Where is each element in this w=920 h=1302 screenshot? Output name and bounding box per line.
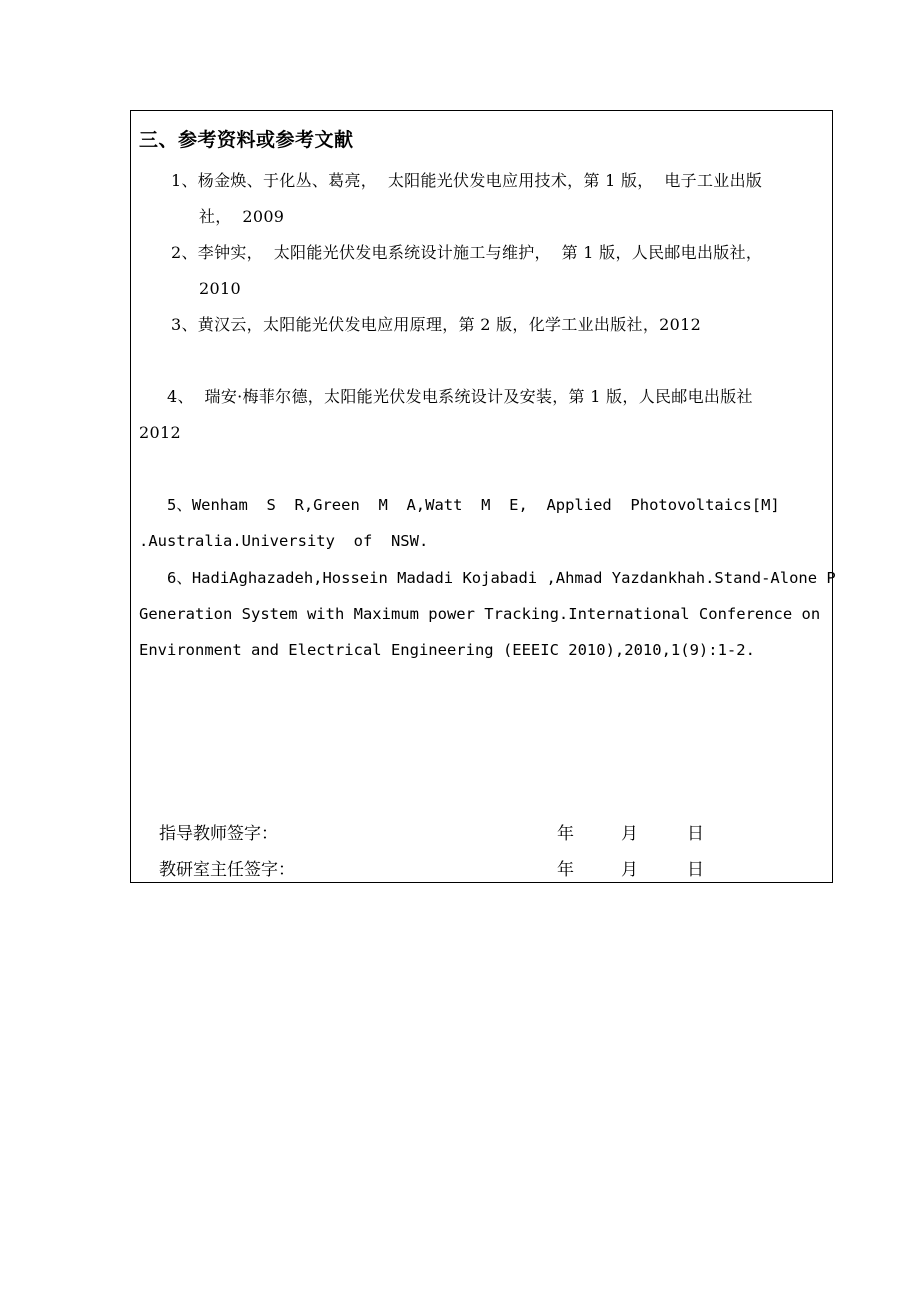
advisor-month-label: 月 <box>621 824 638 844</box>
reference-5-line-2: .Australia.University of NSW. <box>139 532 429 550</box>
reference-6-line-2: Generation System with Maximum power Tracking.International Conference on <box>139 605 821 623</box>
reference-3-line-1: 3、黄汉云，太阳能光伏发电应用原理，第 2 版，化学工业出版社，2012 <box>171 315 702 334</box>
references-box <box>130 110 836 883</box>
advisor-year-label: 年 <box>557 824 574 844</box>
advisor-signature-label: 指导教师签字： <box>159 824 278 844</box>
reference-4-line-1: 4、 瑞安·梅菲尔德，太阳能光伏发电系统设计及安装，第 1 版，人民邮电出版社 <box>167 387 753 406</box>
reference-4-line-2: 2012 <box>139 423 181 442</box>
reference-6-line-1: 6、HadiAghazadeh,Hossein Madadi Kojabadi ,Ahmad Yazdankhah.Stand-Alone P <box>167 569 836 587</box>
director-month-label: 月 <box>621 860 638 880</box>
director-day-label: 日 <box>687 860 704 880</box>
director-year-label: 年 <box>557 860 574 880</box>
director-signature-label: 教研室主任签字： <box>159 860 295 880</box>
reference-2-line-1: 2、李钟实， 太阳能光伏发电系统设计施工与维护， 第 1 版，人民邮电出版社， <box>171 243 763 262</box>
reference-1-line-1: 1、杨金焕、于化丛、葛亮， 太阳能光伏发电应用技术，第 1 版， 电子工业出版 <box>171 171 763 190</box>
section-heading: 三、参考资料或参考文献 <box>139 129 354 151</box>
reference-6-line-3: Environment and Electrical Engineering (EEEIC 2010),2010,1(9):1-2. <box>139 641 755 659</box>
reference-2-line-2: 2010 <box>199 279 241 298</box>
advisor-day-label: 日 <box>687 824 704 844</box>
reference-1-line-2: 社， 2009 <box>199 207 285 226</box>
reference-5-line-1: 5、Wenham S R,Green M A,Watt M E, Applied Photovoltaics[M] <box>167 496 780 514</box>
